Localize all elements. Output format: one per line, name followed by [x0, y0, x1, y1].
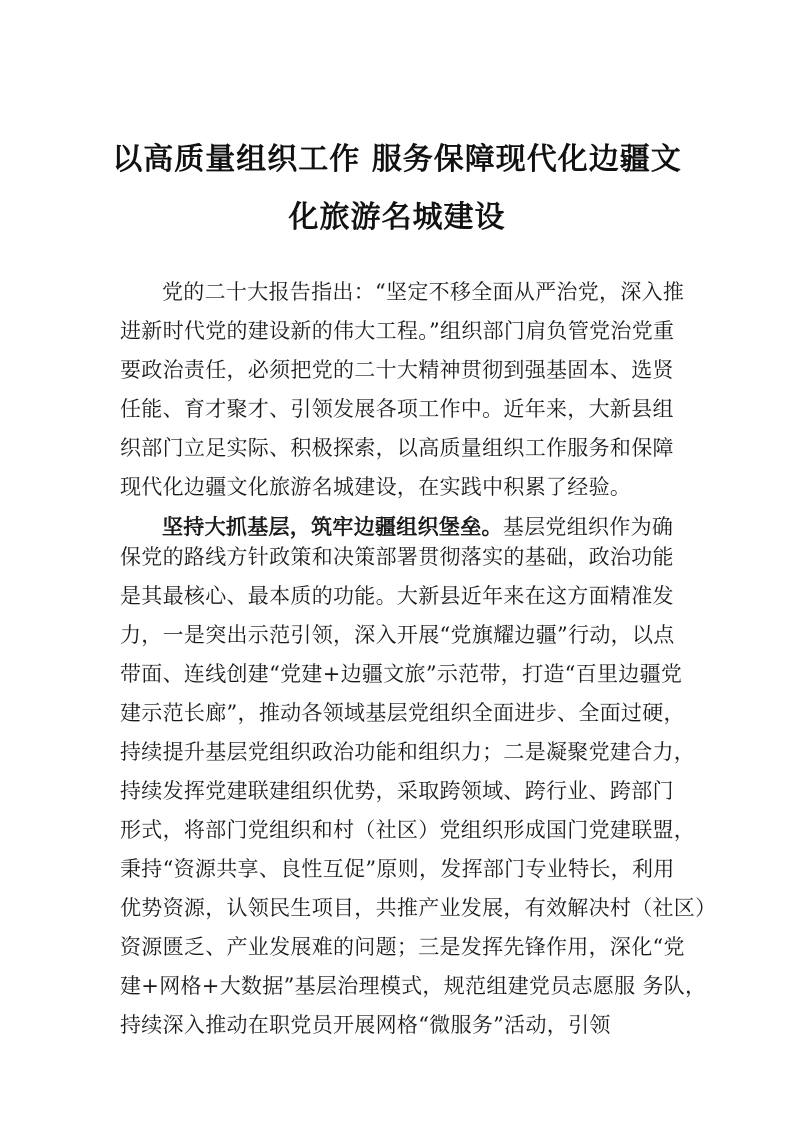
paragraph-1-line-4: 任能、育才聚才、引领发展各项工作中。近年来，大新县组 [120, 397, 674, 421]
paragraph-2-line-11: 优势资源，认领民生项目，共推产业发展，有效解决村（社区） [120, 896, 717, 920]
paragraph-2-line-3: 是其最核心、最本质的功能。大新县近年来在这方面精准发 [120, 584, 674, 608]
paragraph-2-heading: 坚持大抓基层，筑牢边疆组织堡垒。 [162, 514, 503, 539]
paragraph-1-line-5: 织部门立足实际、积极探索，以高质量组织工作服务和保障 [120, 436, 674, 460]
paragraph-2-line-9: 形式，将部门党组织和村（社区）党组织形成国门党建联盟， [120, 818, 696, 842]
paragraph-1-line-3: 要政治责任，必须把党的二十大精神贯彻到强基固本、选贤 [120, 358, 674, 382]
document-title-line-1: 以高质量组织工作 服务保障现代化边疆文 [112, 142, 682, 177]
paragraph-2-line-5: 带面、连线创建“党建+边疆文旅”示范带，打造“百里边疆党 [120, 662, 683, 686]
paragraph-1-line-6: 现代化边疆文化旅游名城建设，在实践中积累了经验。 [120, 475, 632, 499]
paragraph-2-line-7: 持续提升基层党组织政治功能和组织力；二是凝聚党建合力， [120, 740, 696, 764]
paragraph-2-line-8: 持续发挥党建联建组织优势，采取跨领域、跨行业、跨部门 [120, 779, 674, 803]
paragraph-2-line-6: 建示范长廊”，推动各领域基层党组织全面进步、全面过硬， [120, 701, 685, 725]
document-title-line-2: 化旅游名城建设 [288, 200, 506, 235]
paragraph-2-first-line-text: 基层党组织作为确 [502, 515, 674, 539]
paragraph-2-line-2: 保党的路线方针政策和决策部署贯彻落实的基础，政治功能 [120, 545, 674, 569]
paragraph-2-line-4: 力，一是突出示范引领，深入开展“党旗耀边疆”行动，以点 [120, 623, 675, 647]
paragraph-2-line-1 [162, 511, 673, 541]
paragraph-2-line-12: 资源匮乏、产业发展难的问题；三是发挥先锋作用，深化“党 [120, 935, 685, 959]
paragraph-2-line-10: 秉持“资源共享、良性互促”原则，发挥部门专业特长，利用 [120, 857, 675, 881]
paragraph-1-line-2: 进新时代党的建设新的伟大工程。”组织部门肩负管党治党重 [120, 319, 675, 343]
paragraph-2-line-13: 建+网格+大数据”基层治理模式，规范组建党员志愿服 务队， [120, 974, 707, 998]
paragraph-1-line-1: 党的二十大报告指出：“坚定不移全面从严治党，深入推 [162, 280, 685, 304]
paragraph-2-line-14: 持续深入推动在职党员开展网格“微服务”活动，引领 [120, 1013, 611, 1037]
